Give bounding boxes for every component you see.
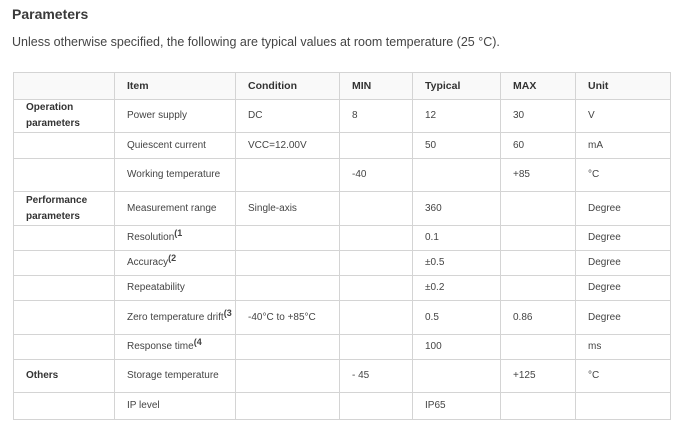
cell-min (340, 251, 413, 276)
cell-item (115, 192, 236, 226)
table-row (14, 251, 671, 276)
cell-typical (413, 251, 501, 276)
item-text: Response time (127, 341, 194, 352)
item-text: Resolution (127, 232, 175, 243)
condition-text: DC (248, 110, 263, 121)
group-text: Performance parameters (26, 194, 88, 222)
footnote-marker: (2 (168, 253, 177, 263)
cell-unit (576, 192, 671, 226)
cell-unit (576, 335, 671, 360)
max-text: +85 (513, 169, 530, 180)
max-text: 60 (513, 139, 525, 151)
footnote-marker: (3 (223, 307, 232, 318)
item-text: Accuracy (127, 257, 169, 268)
unit-text: Degree (588, 311, 621, 323)
item-text: Working temperature (127, 169, 221, 180)
typical-text: 12 (425, 110, 437, 121)
min-text: -40 (352, 169, 367, 180)
cell-min (340, 360, 413, 393)
cell-min (340, 133, 413, 159)
cell-condition (236, 192, 340, 226)
cell-typical (413, 226, 501, 251)
cell-max (501, 393, 576, 420)
cell-max (501, 360, 576, 393)
group-text: Operation parameters (26, 102, 80, 129)
cell-unit (576, 360, 671, 393)
cell-condition (236, 251, 340, 276)
cell-condition (236, 301, 340, 335)
intro-text: Unless otherwise specified, the following are typical values at room temperature (25 °C). (12, 35, 500, 49)
typical-text: 50 (425, 139, 437, 151)
table-row (14, 360, 671, 393)
cell-group (14, 192, 115, 226)
unit-text: mA (588, 139, 603, 151)
cell-item (115, 301, 236, 335)
min-text: - 45 (352, 370, 370, 381)
item-text: Quiescent current (127, 139, 206, 151)
cell-typical (413, 393, 501, 420)
table-header-row (14, 73, 671, 100)
cell-item (115, 360, 236, 393)
item-text: Storage temperature (127, 370, 219, 381)
table-row (14, 192, 671, 226)
typical-text: 360 (425, 202, 442, 214)
cell-condition (236, 335, 340, 360)
cell-item (115, 133, 236, 159)
cell-typical (413, 100, 501, 133)
cell-unit (576, 301, 671, 335)
cell-group (14, 226, 115, 251)
page-title: Parameters (12, 6, 89, 22)
cell-group (14, 276, 115, 301)
unit-text: ms (588, 341, 602, 352)
cell-item (115, 393, 236, 420)
cell-condition (236, 393, 340, 420)
table-row (14, 100, 671, 133)
parameters-table (13, 72, 671, 420)
max-text: +125 (513, 370, 536, 381)
cell-condition (236, 360, 340, 393)
cell-typical (413, 301, 501, 335)
cell-group (14, 159, 115, 192)
cell-item (115, 276, 236, 301)
cell-max (501, 100, 576, 133)
condition-text: -40°C to +85°C (248, 311, 316, 323)
cell-group (14, 335, 115, 360)
cell-max (501, 251, 576, 276)
cell-condition (236, 226, 340, 251)
item-text: Measurement range (127, 202, 217, 214)
condition-text: VCC=12.00V (248, 139, 307, 151)
table-row (14, 159, 671, 192)
table-row (14, 226, 671, 251)
cell-unit (576, 251, 671, 276)
cell-min (340, 301, 413, 335)
unit-text: °C (588, 370, 600, 381)
cell-item (115, 100, 236, 133)
cell-item (115, 226, 236, 251)
cell-condition (236, 133, 340, 159)
cell-min (340, 335, 413, 360)
cell-typical (413, 335, 501, 360)
typical-text: 0.5 (425, 311, 439, 323)
header-max: MAX (501, 73, 576, 100)
cell-typical (413, 276, 501, 301)
cell-min (340, 393, 413, 420)
max-text: 0.86 (513, 311, 533, 323)
cell-min (340, 100, 413, 133)
cell-max (501, 133, 576, 159)
condition-text: Single-axis (248, 202, 297, 214)
cell-unit (576, 159, 671, 192)
table-row (14, 276, 671, 301)
group-text: Others (26, 370, 59, 381)
typical-text: 0.1 (425, 232, 439, 243)
cell-unit (576, 276, 671, 301)
unit-text: Degree (588, 232, 621, 243)
header-min: MIN (340, 73, 413, 100)
cell-min (340, 159, 413, 192)
cell-max (501, 335, 576, 360)
unit-text: Degree (588, 257, 621, 268)
cell-item (115, 159, 236, 192)
cell-max (501, 276, 576, 301)
typical-text: IP65 (425, 400, 446, 411)
cell-unit (576, 226, 671, 251)
header-group (14, 73, 115, 100)
min-text: 8 (352, 110, 358, 121)
unit-text: V (588, 110, 595, 121)
cell-max (501, 226, 576, 251)
unit-text: Degree (588, 282, 621, 293)
item-text: IP level (127, 400, 160, 411)
cell-min (340, 226, 413, 251)
table-row (14, 133, 671, 159)
typical-text: ±0.5 (425, 257, 445, 268)
cell-max (501, 192, 576, 226)
header-unit: Unit (576, 73, 671, 100)
table-row (14, 393, 671, 420)
item-text: Power supply (127, 110, 188, 121)
footnote-marker: (4 (193, 337, 202, 347)
table-row (14, 301, 671, 335)
cell-group (14, 360, 115, 393)
unit-text: Degree (588, 202, 621, 214)
cell-group (14, 251, 115, 276)
cell-typical (413, 159, 501, 192)
cell-item (115, 251, 236, 276)
table-row (14, 335, 671, 360)
cell-max (501, 159, 576, 192)
cell-condition (236, 276, 340, 301)
footnote-marker: (1 (174, 228, 183, 238)
cell-group (14, 100, 115, 133)
cell-group (14, 393, 115, 420)
max-text: 30 (513, 110, 525, 121)
cell-condition (236, 100, 340, 133)
header-typical: Typical (413, 73, 501, 100)
cell-item (115, 335, 236, 360)
cell-min (340, 276, 413, 301)
cell-typical (413, 192, 501, 226)
cell-max (501, 301, 576, 335)
item-text: Repeatability (127, 282, 185, 293)
typical-text: ±0.2 (425, 282, 445, 293)
cell-min (340, 192, 413, 226)
cell-condition (236, 159, 340, 192)
typical-text: 100 (425, 341, 442, 352)
cell-typical (413, 360, 501, 393)
header-item: Item (115, 73, 236, 100)
item-text: Zero temperature drift (127, 311, 224, 323)
cell-unit (576, 100, 671, 133)
header-condition: Condition (236, 73, 340, 100)
cell-unit (576, 393, 671, 420)
cell-group (14, 301, 115, 335)
cell-typical (413, 133, 501, 159)
unit-text: °C (588, 169, 600, 180)
cell-group (14, 133, 115, 159)
cell-unit (576, 133, 671, 159)
